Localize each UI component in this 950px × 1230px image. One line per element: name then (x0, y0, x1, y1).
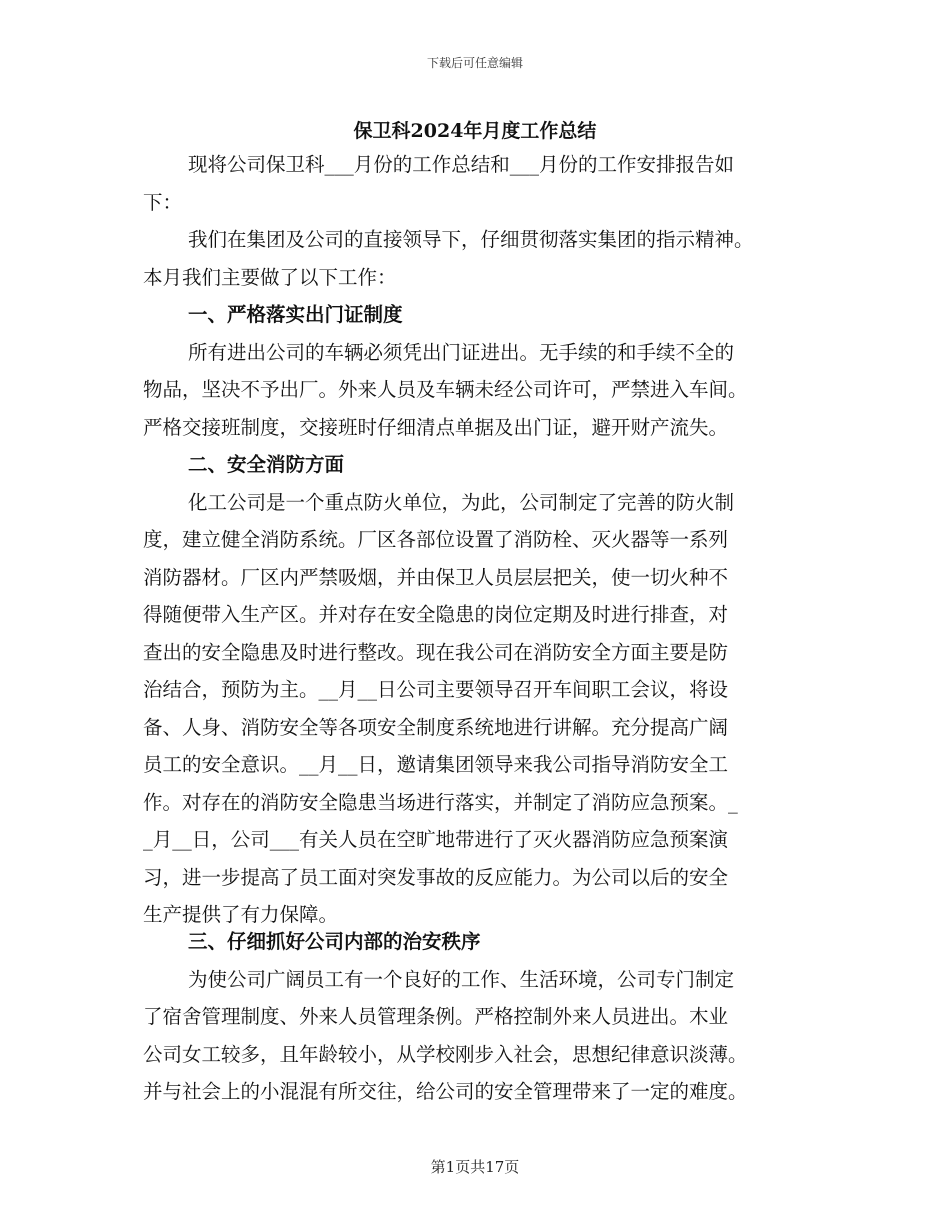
paragraph-line: _月__日，公司___有关人员在空旷地带进行了灭火器消防应急预案演 (143, 828, 729, 851)
paragraph-line: 并与社会上的小混混有所交往，给公司的安全管理带来了一定的难度。 (143, 1080, 748, 1103)
paragraph-line: 习，进一步提高了员工面对突发事故的反应能力。为公司以后的安全 (143, 865, 729, 889)
paragraph-line: 严格交接班制度，交接班时仔细清点单据及出门证，避开财产流失。 (143, 415, 729, 439)
section-heading: 三、仔细抓好公司内部的治安秩序 (188, 930, 481, 953)
paragraph-line: 所有进出公司的车辆必须凭出门证进出。无手续的和手续不全的 (188, 340, 735, 364)
paragraph-line: 备、人身、消防安全等各项安全制度系统地进行讲解。充分提高广阔 (143, 715, 729, 739)
paragraph-line: 物品，坚决不予出厂。外来人员及车辆未经公司许可，严禁进入车间。 (143, 378, 748, 401)
paragraph-line: 治结合，预防为主。__月__日公司主要领导召开车间职工会议，将设 (143, 678, 729, 701)
paragraph-line: 消防器材。厂区内严禁吸烟，并由保卫人员层层把关，使一切火种不 (143, 565, 729, 589)
section-heading: 一、严格落实出门证制度 (188, 303, 403, 326)
paragraph-line: 得随便带入生产区。并对存在安全隐患的岗位定期及时进行排查，对 (143, 603, 729, 626)
paragraph-line: 员工的安全意识。__月__日，邀请集团领导来我公司指导消防安全工 (143, 753, 729, 776)
page-footer: 第1页共17页 (430, 1158, 520, 1176)
page-header: 下载后可任意编辑 (426, 56, 523, 70)
paragraph-line: 为使公司广阔员工有一个良好的工作、生活环境，公司专门制定 (188, 967, 735, 991)
paragraph-line: 我们在集团及公司的直接领导下，仔细贯彻落实集团的指示精神。 (188, 228, 754, 251)
paragraph-line: 生产提供了有力保障。 (143, 903, 339, 926)
paragraph-line: 作。对存在的消防安全隐患当场进行落实，并制定了消防应急预案。_ (143, 790, 738, 814)
paragraph-line: 现将公司保卫科___月份的工作总结和___月份的工作安排报告如 (188, 153, 735, 176)
paragraph-line: 下： (143, 190, 183, 214)
document-title: 保卫科2024年月度工作总结 (353, 120, 597, 142)
paragraph-line: 度，建立健全消防系统。厂区各部位设置了消防栓、灭火器等一系列 (143, 528, 729, 551)
document-body-part1 (143, 146, 803, 934)
paragraph-line: 了宿舍管理制度、外来人员管理条例。严格控制外来人员进出。木业 (143, 1005, 729, 1028)
document-body-part2 (143, 923, 803, 1111)
paragraph-line: 公司女工较多，且年龄较小，从学校刚步入社会，思想纪律意识淡薄。 (143, 1042, 748, 1066)
paragraph-line: 查出的安全隐患及时进行整改。现在我公司在消防安全方面主要是防 (143, 640, 729, 664)
section-heading: 二、安全消防方面 (188, 453, 345, 476)
paragraph-line: 本月我们主要做了以下工作： (143, 265, 397, 289)
paragraph-line: 化工公司是一个重点防火单位，为此，公司制定了完善的防火制 (188, 490, 735, 514)
